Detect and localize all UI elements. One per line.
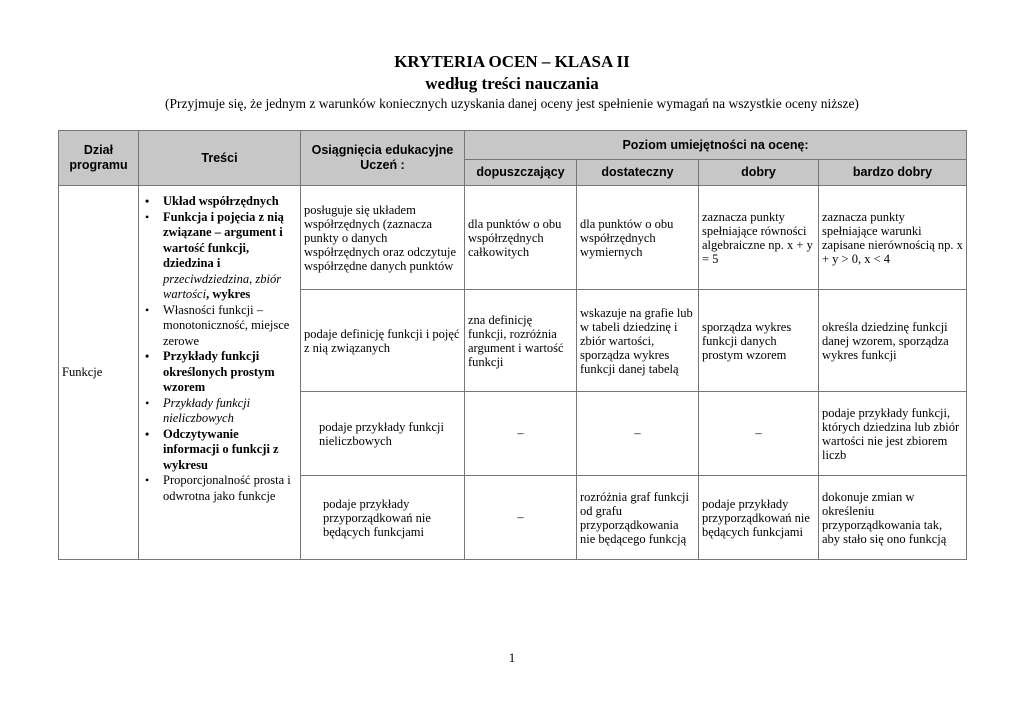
tresci-item xyxy=(142,427,297,474)
header-tresci: Treści xyxy=(139,131,301,186)
page-number: 1 xyxy=(508,650,516,665)
tresci-cell xyxy=(139,186,301,560)
header-osiagniecia xyxy=(301,131,465,186)
tresci-item xyxy=(142,473,297,504)
tresci-item xyxy=(142,349,297,396)
tresci-item-text: Układ współrzędnych xyxy=(163,194,279,208)
dobry-cell: podaje przykłady przyporządkowań nie będących funkcjami xyxy=(699,476,819,560)
bardzo-dobry-cell: dokonuje zmian w określeniu przyporządkowania tak, aby stało się ono funkcją xyxy=(819,476,967,560)
header-dzial-line1: Dział xyxy=(83,143,114,157)
dopuszczajacy-cell: – xyxy=(465,392,577,476)
tresci-item-italic: przeciwdziedzina, zbiór wartości xyxy=(163,271,282,301)
dzial-cell: Funkcje xyxy=(59,186,139,560)
dostateczny-cell: wskazuje na grafie lub w tabeli dziedzinę i zbiór wartości, sporządza wykres funkcji danej tabelą xyxy=(577,290,699,392)
tresci-item xyxy=(142,303,297,350)
dopuszczajacy-cell: – xyxy=(465,476,577,560)
page-subtitle: według treści nauczania xyxy=(425,74,599,93)
osiagniecia-cell: podaje definicję funkcji i pojęć z nią związanych xyxy=(301,290,465,392)
header-bardzo-dobry: bardzo dobry xyxy=(819,160,967,186)
osiagniecia-cell: podaje przykłady przyporządkowań nie będących funkcjami xyxy=(301,476,465,560)
bardzo-dobry-cell: określa dziedzinę funkcji danej wzorem, sporządza wykres funkcji xyxy=(819,290,967,392)
tresci-item xyxy=(142,396,297,427)
bardzo-dobry-cell: zaznacza punkty spełniające warunki zapisane nierównością np. x + y > 0, x < 4 xyxy=(819,186,967,290)
header-dzial xyxy=(59,131,139,186)
dobry-cell: zaznacza punkty spełniające równości algebraiczne np. x + y = 5 xyxy=(699,186,819,290)
header-poziom: Poziom umiejętności na ocenę: xyxy=(465,131,967,160)
criteria-table xyxy=(58,130,967,560)
header-osiagniecia-line2: Uczeń : xyxy=(360,158,405,172)
header-dobry: dobry xyxy=(699,160,819,186)
tresci-item-text: Odczytywanie informacji o funkcji z wykresu xyxy=(163,426,279,472)
dobry-cell: – xyxy=(699,392,819,476)
osiagniecia-cell: posługuje się układem współrzędnych (zaznacza punkty o danych współrzędnych oraz odczytuje współrzędne danych punktów xyxy=(301,186,465,290)
header-dostateczny: dostateczny xyxy=(577,160,699,186)
dostateczny-cell: dla punktów o obu współrzędnych wymiernych xyxy=(577,186,699,290)
tresci-item xyxy=(142,210,297,303)
dobry-cell: sporządza wykres funkcji danych prostym wzorem xyxy=(699,290,819,392)
tresci-list xyxy=(142,194,297,504)
tresci-item-text: Przykłady funkcji nieliczbowych xyxy=(163,395,251,425)
tresci-item xyxy=(142,194,297,210)
header-osiagniecia-line1: Osiągnięcia edukacyjne xyxy=(311,143,454,157)
dostateczny-cell: rozróżnia graf funkcji od grafu przyporządkowania nie będącego funkcją xyxy=(577,476,699,560)
osiagniecia-cell: podaje przykłady funkcji nieliczbowych xyxy=(301,392,465,476)
tresci-item-text: Funkcja i pojęcia z nią związane – argument i wartość funkcji, dziedzina i xyxy=(163,209,284,270)
dopuszczajacy-cell: zna definicję funkcji, rozróżnia argument i wartość funkcji xyxy=(465,290,577,392)
bardzo-dobry-cell: podaje przykłady funkcji, których dziedzina lub zbiór wartości nie jest zbiorem liczb xyxy=(819,392,967,476)
tresci-item-text: Własności funkcji – monotoniczność, miejsce zerowe xyxy=(163,302,290,348)
page-title: KRYTERIA OCEN – KLASA II xyxy=(394,52,630,71)
tresci-item-text: Proporcjonalność prosta i odwrotna jako funkcje xyxy=(163,473,291,503)
page-note: (Przyjmuje się, że jednym z warunków koniecznych uzyskania danej oceny jest spełnienie wymagań na wszystkie oceny niższe) xyxy=(165,96,859,111)
tresci-item-text: Przykłady funkcji określonych prostym wzorem xyxy=(163,349,275,394)
tresci-item-end: , wykres xyxy=(206,287,251,301)
header-dzial-line2: programu xyxy=(69,158,128,172)
dostateczny-cell: – xyxy=(577,392,699,476)
dopuszczajacy-cell: dla punktów o obu współrzędnych całkowitych xyxy=(465,186,577,290)
header-dopuszczajacy: dopuszczający xyxy=(465,160,577,186)
